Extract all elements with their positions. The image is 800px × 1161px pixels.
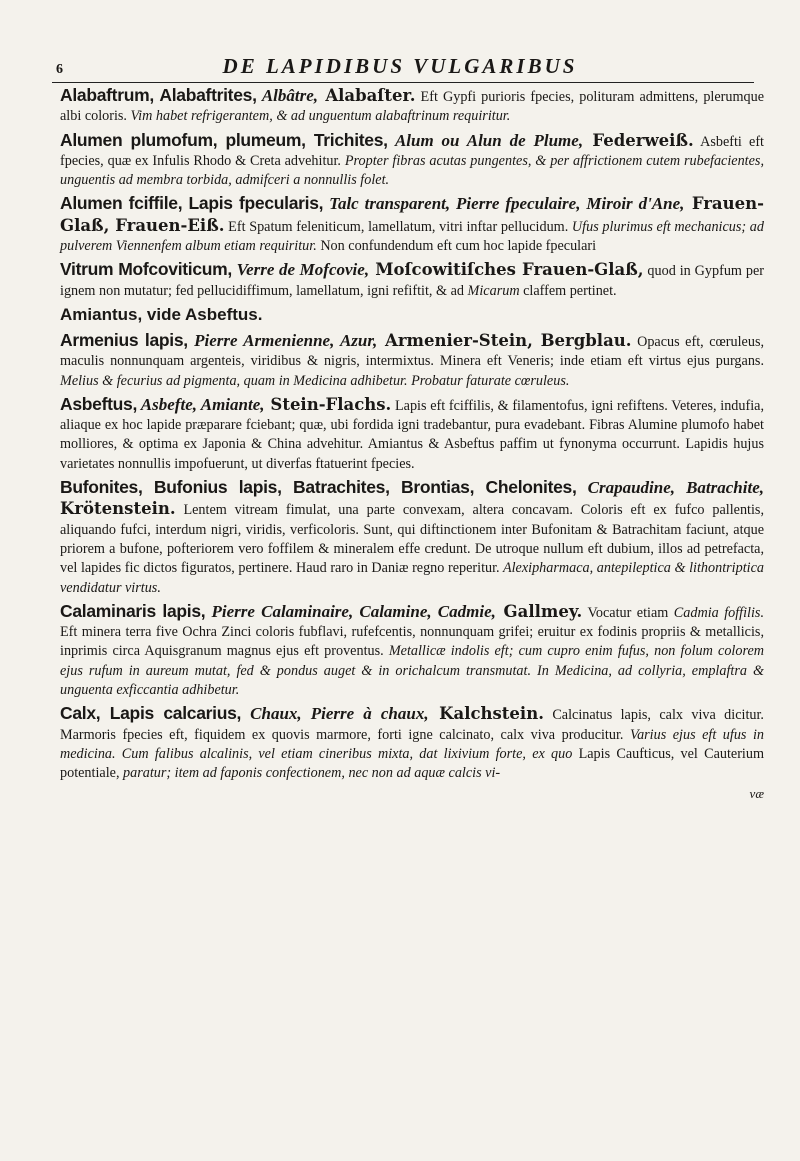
- body-text: [60, 86, 764, 802]
- see-also-amiantus: Amiantus, vide Asbeftus.: [60, 304, 263, 324]
- entry-alumen-plumosum: Alumen plumofum, plumeum, Trichites, Alum ou Alun de Plume, Federweiß. Asbefti eft fpecies, quæ ex Infulis Rhodo & Creta advehitur. Propter fibras acutas pungentes, & per affrictionem cutem rubefacientes, unguentis ad membra torbida, admifceri a nonnullis folet.: [60, 129, 765, 189]
- entry-armenius-lapis: Armenius lapis, Pierre Armenienne, Azur, Armenier-Stein, Bergblau. Opacus eft, cœruleus, maculis nonnunquam argenteis, viridibus & nigris, intermixtus. Minera eft Veneris; inde etiam eft virtus ejus purgans. Melius & fecurius ad pigmenta, quam in Medicina adhibetur. Probatur faturate cœruleus.: [60, 329, 765, 389]
- page-number: 6: [56, 62, 63, 77]
- entry-asbestus: Asbeftus, Asbefte, Amiante, Stein-Flachs. Lapis eft fciffilis, & filamentofus, igni refiftens. Veteres, indufia, aliaque ex hoc lapide præparare fciebant; quæ, ubi fordida igni tradebantur, pura evadebant. Fibras Alumine plumofo habet molliores, & optima ex Japonia & China advehitur. Amiantus & Asbeftus paffim ut fynonyma occurrunt. Lapidis hujus varietates nonnullis impofuerunt, ut diverfas ftatuerint fpecies.: [60, 393, 764, 472]
- entry-bufonites: Bufonites, Bufonius lapis, Batrachites, Brontias, Chelonites, Crapaudine, Batrachite, Krötenstein. Lentem vitream fimulat, una parte convexam, altera concavam. Coloris eft ex fufco pallentis, aliquando fufci, interdum nigri, viridis, verficoloris. Sunt, qui diftinctionem inter Bufonitam & Batrachitam faciunt, atque priorem a bufone, pofteriorem vero foffilem & mineralem effe credunt. De utroque nullum eft dubium, illos ad petrefacta, vel lapides fic dictos figuratos, pertinere. Haud raro in Daniæ regno reperitur. Alexipharmaca, antepileptica & lithontriptica vendidatur virtus.: [60, 477, 764, 596]
- entry-vitrum-moscoviticum: Vitrum Mofcoviticum, Verre de Mofcovie, Moſcowitiſches Frauen-Glaß, quod in Gypfum per ignem non mutatur; fed pellucidiffimum, lamellatum, igni refiftit, & ad Micarum claffem pertinet.: [60, 259, 764, 299]
- entry-calx: Calx, Lapis calcarius, Chaux, Pierre à chaux, Kalchstein. Calcinatus lapis, calx viva dicitur. Marmoris fpecies eft, fiquidem ex quovis marmore, forti igne calcinato, calx viva producitur. Varius ejus eft ufus in medicina. Cum falibus alcalinis, vel etiam cineribus mixta, dat lixivium forte, ex quo Lapis Caufticus, vel Cauterium potentiale, paratur; item ad faponis confectionem, nec non ad aquæ calcis vi-: [60, 703, 764, 782]
- running-title: DE LAPIDIBUS VULGARIBUS: [222, 54, 578, 78]
- catchword: væ: [749, 785, 764, 801]
- entry-alumen-scissile: Alumen fciffile, Lapis fpecularis, Talc transparent, Pierre fpeculaire, Miroir d'Ane, Frauen-Glaß, Frauen-Eiß. Eft Spatum feleniticum, lamellatum, vitri inftar pellucidum. Ufus plurimus eft mechanicus; ad pulverem Viennenfem album etiam requiritur. Non confundendum eft cum hoc lapide fpeculari: [60, 193, 764, 255]
- header-rule: [52, 82, 754, 83]
- entry-alabastrum: Alabaftrum, Alabaftrites, Albâtre, Alabaſter. Eft Gypfi purioris fpecies, polituram admittens, plerumque albi coloris. Vim habet refrigerantem, & ad unguentum alabaftrinum requiritur.: [60, 85, 764, 125]
- entry-calaminaris-lapis: Calaminaris lapis, Pierre Calaminaire, Calamine, Cadmie, Gallmey. Vocatur etiam Cadmia foffilis. Eft minera terra five Ochra Zinci coloris fubflavi, rufefcentis, nonnunquam grifei; eruitur ex fodinis propriis & metallicis, inprimis circa Aquisgranum magnus ejus eft proventus. Metallicæ indolis eft; cum cupro enim fufus, non folum colorem ejus rufum in aureum mutat, fed & pondus auget & in orichalcum transmutat. In Medicina, ad collyria, emplaftra & unguenta exficcantia adhibetur.: [60, 600, 765, 699]
